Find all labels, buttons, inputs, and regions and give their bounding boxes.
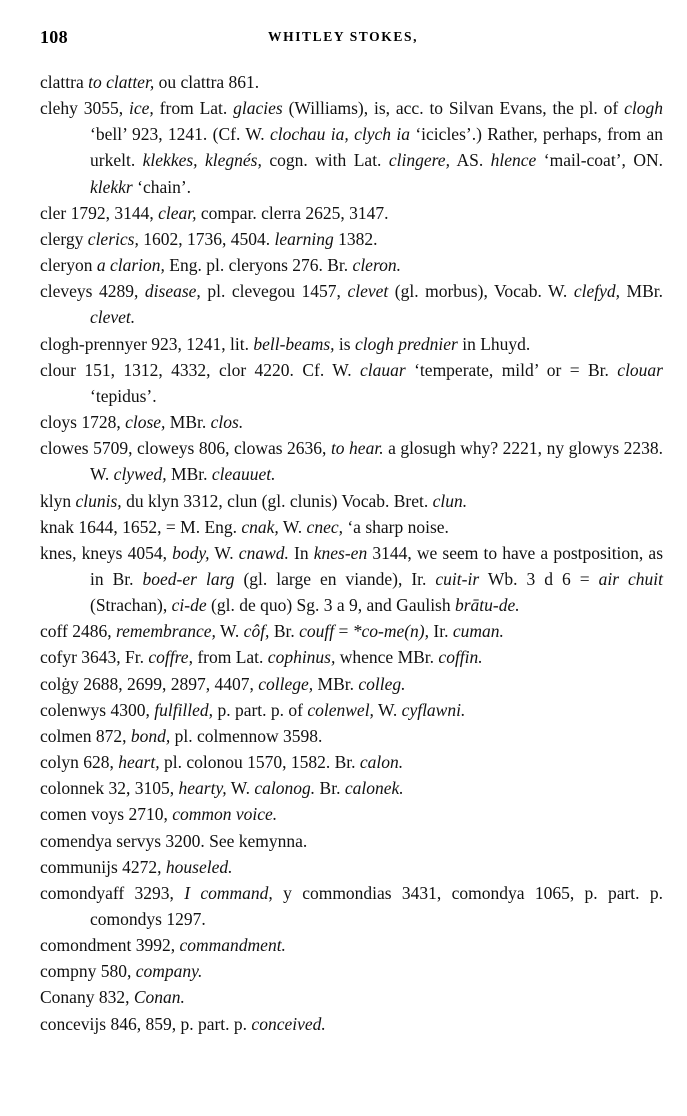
entry-text: ‘tepidus’. <box>90 385 157 406</box>
entry-italic-text: I command, <box>184 882 273 903</box>
entry-text: du klyn 3312, clun (gl. clunis) Vocab. Bret. <box>121 490 433 511</box>
entry-italic-text: glacies <box>233 98 283 119</box>
glossary-entry <box>40 226 663 252</box>
glossary-entry <box>40 749 663 775</box>
entry-text: clehy 3055, <box>40 98 130 119</box>
entry-italic-text: clogh prednier <box>354 333 458 354</box>
entry-text: ‘icicles’.) Rather, perhaps, from an urkelt. <box>90 124 663 171</box>
entry-italic-text: boed-er larg <box>142 568 235 589</box>
entry-italic-text: body, <box>172 542 210 563</box>
glossary-entry <box>40 984 663 1010</box>
entry-italic-text: clear, <box>158 202 197 223</box>
entry-italic-text: a clarion, <box>96 255 165 276</box>
glossary-entry <box>40 801 663 827</box>
entry-text: (Williams), is, acc. to Silvan Evans, the pl. of <box>282 98 625 119</box>
entry-italic-text: clogh <box>624 98 663 119</box>
entry-text: a glosugh why? 2221, ny glowys 2238. W. <box>90 438 664 485</box>
entry-italic-text: klekkes, klegnés, <box>142 150 262 171</box>
entry-text: colyn 628, <box>40 752 119 773</box>
page-number: 108 <box>40 27 68 47</box>
entry-text: MBr. <box>313 673 359 694</box>
entry-italic-text: to clatter, <box>88 72 155 92</box>
entry-text: ‘a sharp noise. <box>342 516 449 537</box>
entry-italic-text: cophinus, <box>267 647 336 668</box>
entry-text: Wb. 3 d 6 = <box>479 568 599 589</box>
glossary-entry <box>40 697 663 723</box>
entry-italic-text: air chuit <box>598 568 664 589</box>
entry-italic-text: clevet <box>347 281 389 302</box>
entry-italic-text: colenwel, <box>307 699 374 720</box>
entry-text: MBr. <box>166 464 212 485</box>
entry-italic-text: knes-en <box>313 542 368 563</box>
entry-text: compar. clerra 2625, 3147. <box>196 202 389 223</box>
entry-text: compny 580, <box>40 961 136 982</box>
entry-text: clogh-prennyer 923, 1241, lit. <box>40 333 254 354</box>
entry-text: ‘bell’ 923, 1241. (Cf. W. <box>90 124 271 145</box>
entry-italic-text: clauar <box>360 359 406 380</box>
entry-text: ‘mail-coat’, ON. <box>536 150 664 171</box>
entry-text: cleveys 4289, <box>40 281 145 302</box>
entry-italic-text: common voice. <box>172 804 278 825</box>
glossary-entry <box>40 409 663 435</box>
entry-text: pl. clevegou 1457, <box>200 281 348 302</box>
entry-text: Br. <box>269 621 300 642</box>
entry-text: W. <box>215 621 244 642</box>
entry-italic-text: to hear. <box>330 438 384 459</box>
glossary-entry <box>40 435 663 487</box>
glossary-entry <box>40 854 663 880</box>
entry-italic-text: cuit-ir <box>435 568 480 589</box>
entry-italic-text: calon. <box>359 752 404 773</box>
entry-italic-text: disease, <box>144 281 201 302</box>
entry-text: (Strachan), <box>90 595 172 616</box>
entry-italic-text: cleron. <box>352 255 401 276</box>
entry-italic-text: close, <box>125 412 166 433</box>
entry-italic-text: *co-me(n), <box>352 621 430 642</box>
entry-italic-text: houseled. <box>165 856 233 877</box>
entry-text: clattra <box>40 72 89 92</box>
entry-text: ‘chain’. <box>132 176 192 197</box>
page-header <box>40 27 663 59</box>
entry-text: klyn <box>40 490 76 511</box>
entry-text: 3144, we seem to have a postposition, as in Br. <box>90 542 664 589</box>
entry-text: Conany 832, <box>40 987 134 1008</box>
entry-italic-text: hlence <box>490 150 537 171</box>
entry-italic-text: ice, <box>129 98 154 119</box>
entry-text: clergy <box>40 228 88 249</box>
entry-italic-text: coffre, <box>148 647 193 668</box>
glossary-entry <box>40 69 663 95</box>
glossary-entry <box>40 357 663 409</box>
entry-italic-text: Conan. <box>133 987 185 1008</box>
entry-text: communijs 4272, <box>40 856 166 877</box>
glossary-entry <box>40 200 663 226</box>
entry-text: clour 151, 1312, 4332, clor 4220. Cf. W. <box>40 359 360 380</box>
entry-italic-text: clingere, <box>388 150 450 171</box>
entry-italic-text: clouar <box>617 359 663 380</box>
glossary-entry <box>40 514 663 540</box>
entry-text: W. <box>373 699 402 720</box>
entry-italic-text: cnec, <box>306 516 343 537</box>
entry-italic-text: conceived. <box>251 1013 326 1034</box>
entry-italic-text: hearty, <box>178 778 227 799</box>
entry-italic-text: fulfilled, <box>154 699 214 720</box>
glossary-entry <box>40 671 663 697</box>
entry-italic-text: cyflawni. <box>401 699 466 720</box>
entry-text: (gl. morbus), Vocab. W. <box>388 281 574 302</box>
entry-text: cleryon <box>40 255 97 276</box>
entry-text: from Lat. <box>153 98 234 119</box>
glossary-entry <box>40 618 663 644</box>
entry-text: Ir. <box>429 621 453 642</box>
entry-text: cler 1792, 3144, <box>40 202 159 223</box>
entry-italic-text: ci-de <box>171 595 207 616</box>
glossary-entry <box>40 488 663 514</box>
entry-text: (gl. de quo) Sg. 3 a 9, and Gaulish <box>206 595 455 616</box>
entry-text: whence MBr. <box>335 647 439 668</box>
entry-italic-text: clochau ia, clych ia <box>270 124 410 145</box>
entry-italic-text: colleg. <box>358 673 406 694</box>
entry-italic-text: clerics, <box>87 228 139 249</box>
entry-text: pl. colonou 1570, 1582. Br. <box>159 752 360 773</box>
glossary-entry <box>40 278 663 330</box>
entry-italic-text: cnawd. <box>238 542 289 563</box>
entry-italic-text: remembrance, <box>115 621 216 642</box>
entry-text: comendya servys 3200. See kemynna. <box>40 830 308 851</box>
entry-text: ‘temperate, mild’ or = Br. <box>405 359 618 380</box>
entry-text: 1382. <box>333 228 378 249</box>
entry-text: colġy 2688, 2699, 2897, 4407, <box>40 673 259 694</box>
entry-text: comen voys 2710, <box>40 804 173 825</box>
entry-italic-text: brātu-de. <box>455 595 520 616</box>
entry-text: Eng. pl. cleryons 276. Br. <box>164 255 353 276</box>
entry-italic-text: klekkr <box>90 176 133 197</box>
glossary-entry <box>40 540 663 618</box>
entry-italic-text: clywed, <box>113 464 167 485</box>
entry-italic-text: clevet. <box>90 307 136 328</box>
entry-text: is <box>334 333 355 354</box>
glossary-entry <box>40 958 663 984</box>
entry-text: (gl. large en viande), Ir. <box>234 568 436 589</box>
entry-text: MBr. <box>165 412 211 433</box>
entry-italic-text: calonog. <box>254 778 316 799</box>
entry-text: W. <box>209 542 239 563</box>
entry-italic-text: clos. <box>210 412 244 433</box>
entry-text: coff 2486, <box>40 621 116 642</box>
entry-text: in Lhuyd. <box>457 333 531 354</box>
entry-text: W. <box>278 516 307 537</box>
glossary-entry <box>40 932 663 958</box>
entry-text: cogn. with Lat. <box>261 150 389 171</box>
entry-text: colenwys 4300, <box>40 699 155 720</box>
entry-text: knes, kneys 4054, <box>40 542 173 563</box>
entry-italic-text: couff <box>299 621 335 642</box>
entry-text: concevijs 846, 859, p. part. p. <box>40 1013 252 1034</box>
glossary-entry <box>40 880 663 932</box>
entry-text: = <box>334 621 353 642</box>
entry-text: MBr. <box>620 281 663 302</box>
glossary-entry <box>40 775 663 801</box>
entry-italic-text: cuman. <box>452 621 504 642</box>
entry-text: comondment 3992, <box>40 935 180 956</box>
glossary-entry <box>40 1011 663 1037</box>
glossary-entry <box>40 723 663 749</box>
entry-italic-text: bond, <box>130 725 171 746</box>
entry-text: pl. colmennow 3598. <box>170 725 323 746</box>
entry-italic-text: côf, <box>243 621 270 642</box>
glossary-entry <box>40 828 663 854</box>
entry-italic-text: commandment. <box>179 935 286 956</box>
entry-text: knak 1644, 1652, = M. Eng. <box>40 516 242 537</box>
glossary-entries <box>40 69 663 1037</box>
glossary-entry <box>40 644 663 670</box>
entry-italic-text: calonek. <box>344 778 404 799</box>
entry-italic-text: company. <box>135 961 203 982</box>
entry-text: colonnek 32, 3105, <box>40 778 179 799</box>
entry-text: comondyaff 3293, <box>40 882 185 903</box>
entry-text: clowes 5709, cloweys 806, clowas 2636, <box>40 438 331 459</box>
entry-italic-text: heart, <box>118 752 160 773</box>
entry-text: y commondias 3431, comondya 1065, p. part. p. comondys 1297. <box>90 882 663 929</box>
glossary-entry <box>40 252 663 278</box>
entry-text: p. part. p. of <box>213 699 308 720</box>
entry-text: AS. <box>449 150 491 171</box>
entry-text: cloys 1728, <box>40 412 126 433</box>
glossary-entry <box>40 331 663 357</box>
entry-italic-text: cnak, <box>241 516 279 537</box>
entry-text: cofyr 3643, Fr. <box>40 647 149 668</box>
entry-italic-text: clefyd, <box>573 281 620 302</box>
entry-italic-text: clun. <box>432 490 468 511</box>
running-head: WHITLEY STOKES, <box>268 29 419 44</box>
glossary-entry <box>40 95 663 200</box>
entry-text: from Lat. <box>192 647 268 668</box>
entry-italic-text: cleauuet. <box>211 464 276 485</box>
entry-text: W. <box>226 778 255 799</box>
entry-italic-text: clunis, <box>75 490 122 511</box>
entry-italic-text: coffin. <box>438 647 483 668</box>
entry-text: 1602, 1736, 4504. <box>138 228 275 249</box>
entry-text: colmen 872, <box>40 725 131 746</box>
entry-italic-text: bell-beams, <box>253 333 335 354</box>
entry-text: ou clattra 861. <box>154 72 260 92</box>
entry-text: Br. <box>315 778 345 799</box>
entry-text: In <box>288 542 314 563</box>
entry-italic-text: college, <box>258 673 314 694</box>
entry-italic-text: learning <box>274 228 334 249</box>
